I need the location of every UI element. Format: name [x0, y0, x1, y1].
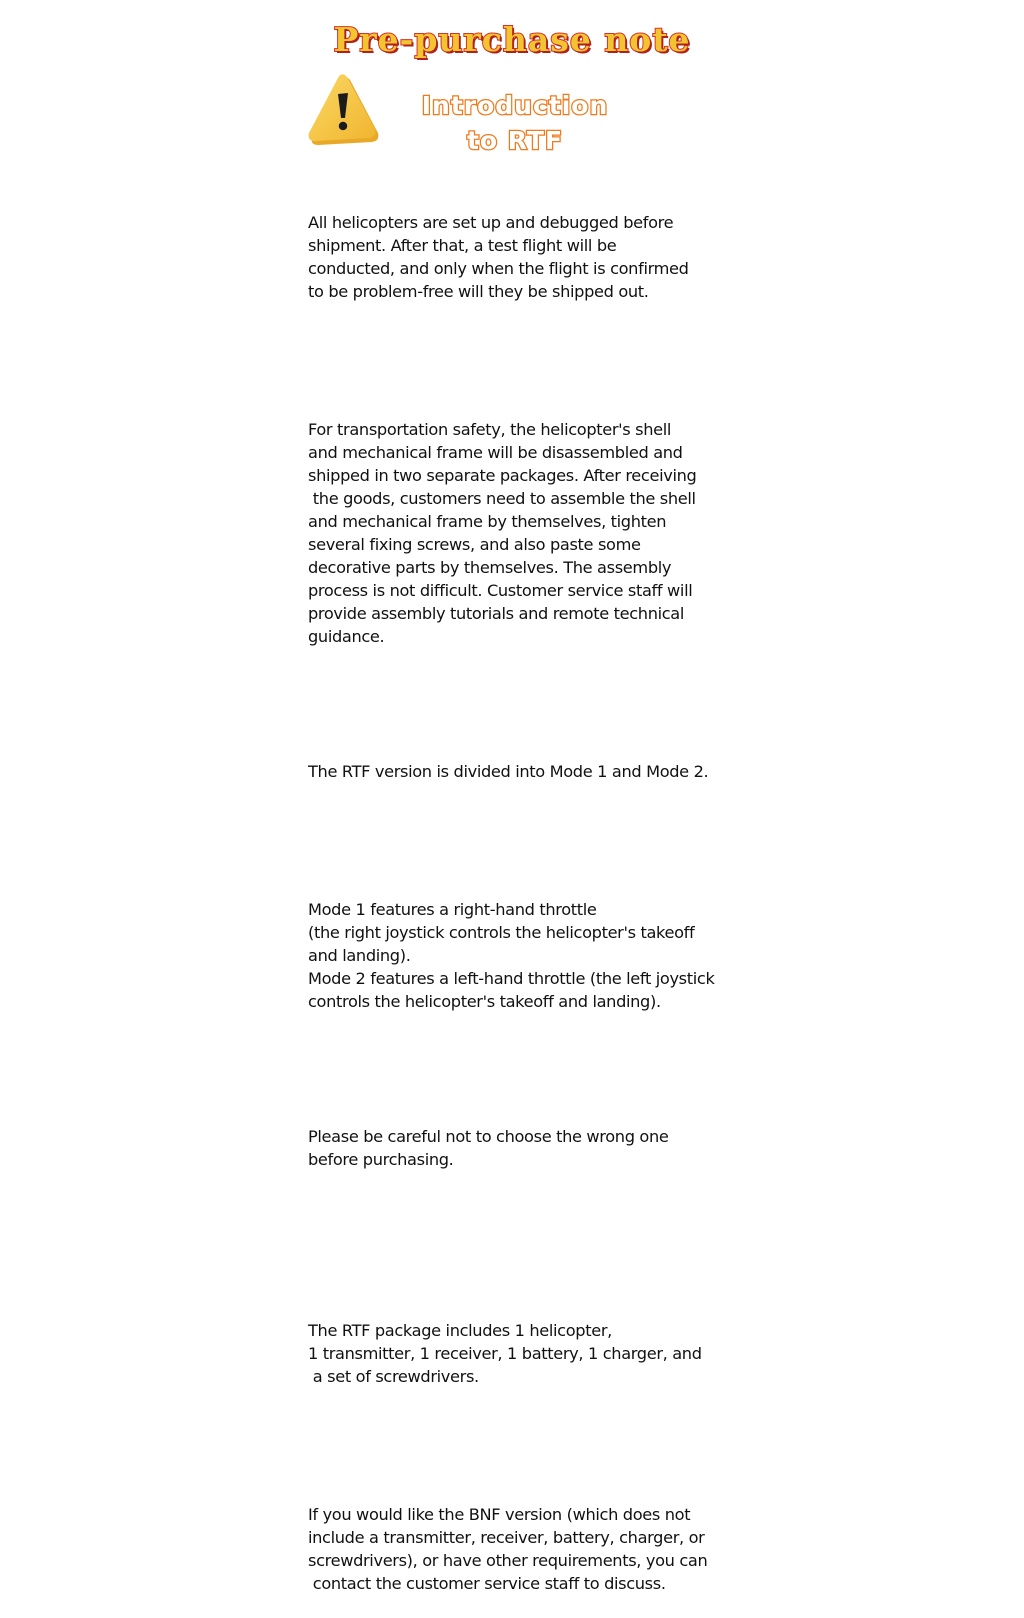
paragraph-package: The RTF package includes 1 helicopter, 1 transmitter, 1 receiver, 1 battery, 1 charger, and a set of screwdrivers. — [308, 1321, 702, 1386]
section-heading-line-2: to RTF — [466, 126, 564, 155]
section-heading-line-1: Introduction — [421, 91, 609, 120]
paragraph-warning: Please be careful not to choose the wrong one before purchasing. — [308, 1127, 669, 1169]
paragraph-bnf: If you would like the BNF version (which does not include a transmitter, receiver, battery, charger, or screwdrivers), or have other requirements, you can contact the customer service staff to discuss. — [308, 1505, 708, 1593]
section-heading — [415, 88, 615, 158]
warning-triangle-icon — [306, 72, 380, 146]
note-body — [308, 165, 738, 1618]
paragraph-setup: All helicopters are set up and debugged before shipment. After that, a test flight will be conducted, and only when the flight is confirmed to be problem-free will they be shipped out. — [308, 213, 689, 301]
page-title: Pre-purchase note — [333, 20, 691, 59]
paragraph-modes: The RTF version is divided into Mode 1 and Mode 2. — [308, 762, 709, 781]
paragraph-assembly: For transportation safety, the helicopter's shell and mechanical frame will be disassembled and shipped in two separate packages. After receiving the goods, customers need to assemble the shell and mechanical frame by themselves, tighten several fixing screws, and also paste some decorative parts by themselves. The assembly process is not difficult. Customer service staff will provide assembly tutorials and remote technical guidance. — [308, 420, 697, 646]
paragraph-mode-details: Mode 1 features a right-hand throttle (the right joystick controls the helicopter's takeoff and landing). Mode 2 features a left-hand throttle (the left joystick controls the helicopter's takeoff and landing). — [308, 900, 715, 1011]
